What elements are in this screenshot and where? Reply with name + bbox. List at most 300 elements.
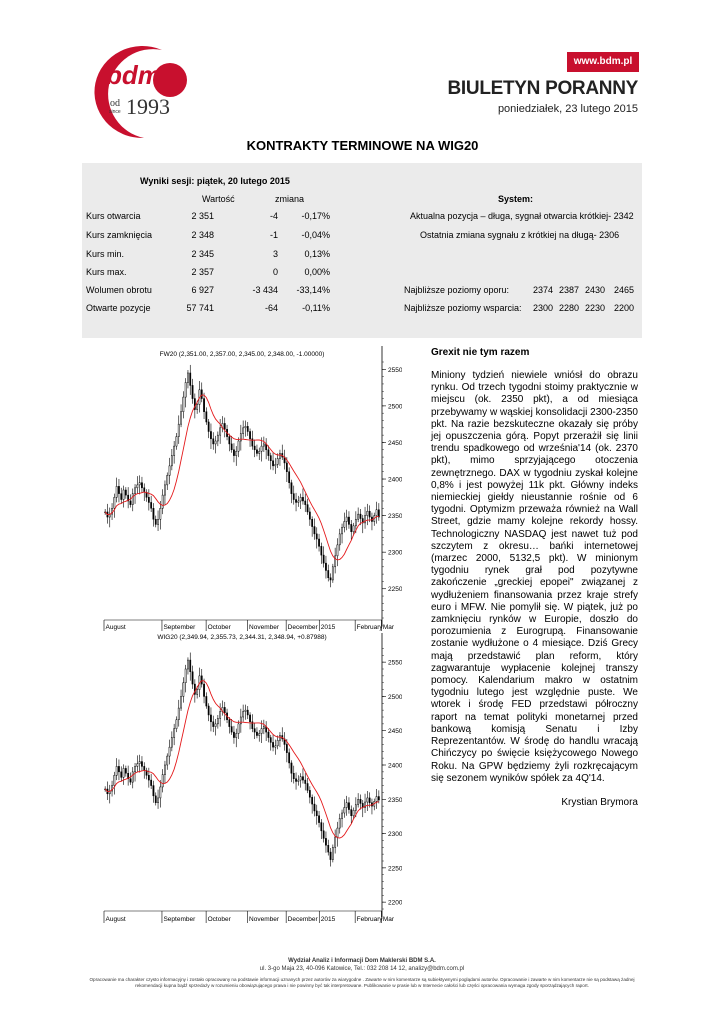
candle-body bbox=[291, 763, 292, 773]
candle-body bbox=[151, 502, 152, 508]
candle-body bbox=[118, 486, 119, 493]
candle-body bbox=[353, 526, 354, 532]
moving-average-line bbox=[105, 681, 379, 838]
candle-body bbox=[272, 461, 273, 466]
candle-body bbox=[378, 797, 379, 800]
y-tick-label: 2350 bbox=[388, 796, 402, 804]
candle-body bbox=[261, 446, 262, 451]
candle-body bbox=[339, 818, 340, 828]
candle-body bbox=[155, 796, 156, 803]
candle-body bbox=[236, 733, 237, 737]
candle-body bbox=[220, 712, 221, 719]
candle-body bbox=[307, 784, 308, 791]
candle-body bbox=[176, 720, 177, 729]
row-pct: -0,17% bbox=[301, 211, 330, 221]
x-tick-label: October bbox=[207, 916, 231, 923]
candle-body bbox=[144, 488, 145, 492]
candle-body bbox=[171, 456, 172, 466]
candle-body bbox=[268, 450, 269, 456]
y-tick-label: 2400 bbox=[388, 762, 402, 770]
candle-body bbox=[160, 787, 161, 798]
logo-arc-icon bbox=[82, 42, 192, 142]
candle-body bbox=[291, 483, 292, 494]
candle-body bbox=[325, 563, 326, 570]
candle-body bbox=[275, 746, 276, 747]
candle-body bbox=[307, 505, 308, 512]
candle-body bbox=[213, 722, 214, 727]
row-pct: 0,00% bbox=[304, 267, 330, 277]
candle-body bbox=[346, 803, 347, 808]
article-body: Miniony tydzień niewiele wniósł do obrazu rynku. Od trzech tygodni stoimy praktycznie w miejscu (ok. 2350 pkt), a od miesiąca przebywamy w wąskiej konsolidacji 2300-2350 pkt. Na razie bezskuteczne okazały się próby jej opuszczenia górą. Popyt przerażił się linii trendu spadkowego od września'14 (ok. 2370 pkt), mimo sprzyjającego otoczenia zewnętrznego. DAX w tygodniu zyskał kolejne 0,8% i jest powyżej 11k pkt. Główny indeks niemieckiej giełdy nieustannie rośnie od 6 tygodni. Optymizm przeważa również na Wall Street, gdzie mamy kolejne rekordy hossy. Technologiczny NASDAQ jest nawet tuż pod szczytem z okresu… bańki internetowej (marzec 2000, 5132,5 pkt). W minionym tygodniu rynek grał pod pozytywne zakończenie „greckiej epopei" związanej z wydłużeniem finansowania przez kraje strefy euro i MFW. Nie pomylił się. W piątek, już po zamknięciu rynków w Europie, doszło do porozumienia z Eurogrupą. Finansowanie zostanie wydłużone o 4 miesiące. Dziś Grecy mają przedstawić plan reform, który zagwarantuje wypłacenie kolejnej transzy pomocy. Kalendarium makro w ostatnim tygodniu lutego jest względnie puste. We wtorek i środę FED przedstawi półroczny raport na temat polityki monetarnej przed bankową komisją Senatu i Izby Reprezentantów. W środę do handlu wracają Chińczycy po święcie księżycowego Nowego Roku. Na GPW będziemy żyli rozkręcającym się sezonem wyników spółek za 4Q'14. bbox=[431, 370, 638, 784]
candle-body bbox=[206, 412, 207, 422]
row-pct: -33,14% bbox=[296, 285, 330, 295]
candle-body bbox=[254, 729, 255, 732]
row-label: Otwarte pozycje bbox=[86, 303, 151, 313]
candle-body bbox=[298, 501, 299, 502]
candle-body bbox=[197, 690, 198, 695]
x-tick-label: November bbox=[249, 624, 280, 631]
candle-body bbox=[180, 412, 181, 424]
candle-body bbox=[171, 738, 172, 748]
candle-body bbox=[162, 495, 163, 508]
moving-average-line bbox=[105, 395, 379, 560]
candle-body bbox=[289, 753, 290, 763]
resistance-level: 2430 bbox=[584, 285, 605, 295]
candle-body bbox=[286, 463, 287, 472]
candle-body bbox=[330, 578, 331, 580]
row-label: Kurs min. bbox=[86, 249, 125, 259]
wig20-chart-svg bbox=[82, 633, 402, 925]
resistance-level: 2465 bbox=[613, 285, 634, 295]
candle-body bbox=[240, 717, 241, 724]
resistance-level: 2374 bbox=[532, 285, 553, 295]
candle-body bbox=[236, 451, 237, 455]
candle-body bbox=[220, 428, 221, 435]
candle-body bbox=[279, 453, 280, 458]
candle-body bbox=[300, 777, 301, 780]
footer-department: Wydział Analiz i Informacji Dom Maklerski BDM S.A. bbox=[288, 958, 436, 964]
y-tick-label: 2500 bbox=[388, 403, 402, 411]
x-tick-label: December bbox=[287, 916, 318, 923]
fw20-chart bbox=[82, 346, 402, 634]
candle-body bbox=[132, 494, 133, 505]
logo-year: 1993 bbox=[126, 94, 170, 119]
candle-body bbox=[167, 756, 168, 765]
candle-body bbox=[178, 708, 179, 720]
candle-body bbox=[137, 764, 138, 767]
bdm-logo bbox=[82, 42, 192, 142]
candle-body bbox=[164, 765, 165, 775]
candle-body bbox=[153, 508, 154, 519]
x-tick-label: October bbox=[207, 624, 231, 631]
candle-body bbox=[121, 772, 122, 777]
y-tick-label: 2200 bbox=[388, 899, 402, 907]
candle-body bbox=[238, 441, 239, 451]
row-pct: -0,11% bbox=[302, 303, 330, 313]
candle-body bbox=[130, 779, 131, 782]
candle-body bbox=[314, 804, 315, 811]
candle-body bbox=[183, 397, 184, 412]
candle-body bbox=[118, 766, 119, 771]
footer-contact: ul. 3-go Maja 23, 40-096 Katowice, Tel.: 032 208 14 12, analizy@bdm.com.pl bbox=[259, 966, 465, 972]
candle-body bbox=[316, 534, 317, 539]
candle-body bbox=[321, 546, 322, 555]
candle-body bbox=[137, 485, 138, 488]
chart-caption: FW20 (2,351.00, 2,357.00, 2,345.00, 2,348.00, -1.00000) bbox=[159, 351, 325, 358]
candle-body bbox=[187, 660, 188, 669]
candle-body bbox=[192, 385, 193, 398]
candle-body bbox=[141, 762, 142, 767]
support-level: 2200 bbox=[613, 303, 634, 313]
candle-body bbox=[176, 437, 177, 447]
candle-body bbox=[180, 696, 181, 708]
candle-body bbox=[302, 777, 303, 780]
candle-body bbox=[314, 527, 315, 534]
support-level: 2280 bbox=[558, 303, 579, 313]
candle-body bbox=[148, 775, 149, 780]
y-tick-label: 2400 bbox=[388, 476, 402, 484]
y-tick-label: 2350 bbox=[388, 513, 402, 521]
candle-body bbox=[289, 472, 290, 483]
candle-body bbox=[162, 775, 163, 787]
resistance-level: 2387 bbox=[558, 285, 579, 295]
candle-body bbox=[330, 852, 331, 860]
row-change: -64 bbox=[264, 303, 278, 313]
candle-body bbox=[300, 497, 301, 501]
candle-body bbox=[203, 399, 204, 412]
candle-body bbox=[148, 497, 149, 502]
system-position: Aktualna pozycja – długa, sygnał otwarcia krótkiej- 2342 bbox=[410, 211, 634, 221]
chart-caption: WIG20 (2,349.94, 2,355.73, 2,344.31, 2,348.94, +0.87988) bbox=[157, 634, 327, 641]
candle-body bbox=[293, 494, 294, 500]
candle-body bbox=[355, 805, 356, 810]
candle-body bbox=[270, 738, 271, 743]
candle-body bbox=[358, 514, 359, 519]
candle-body bbox=[141, 483, 142, 488]
candle-body bbox=[312, 519, 313, 526]
candle-body bbox=[233, 732, 234, 737]
candle-body bbox=[323, 555, 324, 563]
row-pct: -0,04% bbox=[301, 230, 330, 240]
candle-body bbox=[125, 768, 126, 773]
website-link[interactable]: www.bdm.pl bbox=[567, 52, 639, 72]
y-tick-label: 2250 bbox=[388, 865, 402, 873]
candle-body bbox=[351, 810, 352, 816]
candle-body bbox=[123, 490, 124, 500]
candle-body bbox=[263, 444, 264, 446]
article-title: Grexit nie tym razem bbox=[431, 347, 530, 358]
candle-body bbox=[190, 660, 191, 672]
candle-body bbox=[259, 733, 260, 735]
logo-since: since bbox=[109, 109, 121, 115]
row-label: Wolumen obrotu bbox=[86, 285, 152, 295]
row-value: 2 357 bbox=[191, 267, 214, 277]
candle-body bbox=[249, 715, 250, 722]
candle-body bbox=[229, 720, 230, 727]
candle-body bbox=[210, 431, 211, 438]
candle-body bbox=[134, 766, 135, 771]
y-tick-label: 2300 bbox=[388, 549, 402, 557]
candle-body bbox=[263, 727, 264, 729]
candle-body bbox=[270, 456, 271, 461]
candle-body bbox=[318, 539, 319, 546]
section-title: KONTRAKTY TERMINOWE NA WIG20 bbox=[246, 138, 479, 153]
candle-body bbox=[247, 710, 248, 715]
candle-body bbox=[192, 672, 193, 684]
candle-body bbox=[116, 766, 117, 775]
candle-body bbox=[305, 780, 306, 783]
support-level: 2230 bbox=[584, 303, 605, 313]
candle-body bbox=[321, 823, 322, 831]
candle-body bbox=[123, 768, 124, 777]
candle-body bbox=[305, 501, 306, 505]
x-tick-label: Mar bbox=[382, 916, 395, 923]
candle-body bbox=[134, 488, 135, 494]
candle-body bbox=[240, 434, 241, 441]
candle-body bbox=[367, 798, 368, 802]
candle-body bbox=[298, 780, 299, 781]
y-tick-label: 2500 bbox=[388, 693, 402, 701]
candle-body bbox=[302, 497, 303, 501]
candle-body bbox=[277, 740, 278, 745]
candle-body bbox=[309, 512, 310, 519]
candle-body bbox=[201, 390, 202, 399]
candle-body bbox=[312, 797, 313, 804]
candle-body bbox=[187, 373, 188, 383]
col-change-header: zmiana bbox=[275, 194, 305, 204]
candle-body bbox=[217, 718, 218, 723]
candle-body bbox=[367, 511, 368, 515]
candle-body bbox=[376, 797, 377, 802]
row-change: 0 bbox=[272, 267, 278, 277]
candle-body bbox=[210, 715, 211, 722]
candle-body bbox=[190, 373, 191, 385]
candle-body bbox=[229, 437, 230, 444]
candle-body bbox=[185, 382, 186, 397]
row-value: 57 741 bbox=[186, 303, 214, 313]
candle-body bbox=[215, 724, 216, 727]
session-title: Wyniki sesji: piątek, 20 lutego 2015 bbox=[140, 176, 290, 186]
candle-body bbox=[259, 451, 260, 453]
candle-body bbox=[348, 517, 349, 524]
y-tick-label: 2450 bbox=[388, 728, 402, 736]
candle-body bbox=[167, 475, 168, 485]
candle-body bbox=[279, 736, 280, 741]
candle-body bbox=[203, 684, 204, 696]
candle-body bbox=[323, 831, 324, 839]
resistance-label: Najbliższe poziomy oporu: bbox=[404, 285, 510, 295]
candle-body bbox=[139, 762, 140, 764]
footer-disclaimer: Opracowanie ma charakter czysto informacyjny i zostało opracowany na podstawie informacji uznanych przez autorów za wiarygodne . Zawarte w nim komentarze są subiektywnymi poglądami autorów. Opracowanie i zawarte w nim komentarze nie są podstawą żadnej rekomendacji kupna bądź sprzedaży w rozumieniu obowiązującego prawa i nie powinny być tak interpretowane. Publikowanie w prasie lub w Internecie całości lub części opracowania wymaga zgody sporządzających raport. bbox=[89, 977, 635, 988]
candle-body bbox=[254, 446, 255, 450]
candle-body bbox=[318, 816, 319, 823]
row-change: -3 434 bbox=[252, 285, 278, 295]
col-value-header: Wartość bbox=[202, 194, 235, 204]
row-value: 2 345 bbox=[191, 249, 214, 259]
candle-body bbox=[268, 732, 269, 737]
row-label: Kurs zamknięcia bbox=[86, 230, 153, 240]
x-tick-label: February bbox=[356, 624, 383, 631]
y-tick-label: 2550 bbox=[388, 659, 402, 667]
y-tick-label: 2450 bbox=[388, 439, 402, 447]
candle-body bbox=[286, 744, 287, 752]
y-tick-label: 2550 bbox=[388, 366, 402, 374]
candle-body bbox=[245, 710, 246, 711]
candle-body bbox=[351, 524, 352, 531]
candle-body bbox=[272, 742, 273, 747]
logo-od: od bbox=[110, 98, 120, 109]
y-tick-label: 2250 bbox=[388, 586, 402, 594]
x-tick-label: August bbox=[105, 624, 126, 631]
candle-body bbox=[139, 483, 140, 485]
y-tick-label: 2300 bbox=[388, 831, 402, 839]
candle-body bbox=[335, 556, 336, 567]
x-tick-label: August bbox=[105, 916, 126, 923]
row-change: -4 bbox=[269, 211, 278, 221]
candle-body bbox=[183, 683, 184, 697]
candle-body bbox=[358, 799, 359, 804]
candle-body bbox=[348, 803, 349, 810]
row-value: 6 927 bbox=[191, 285, 214, 295]
candle-body bbox=[316, 811, 317, 816]
system-title: System: bbox=[498, 194, 534, 204]
candle-body bbox=[328, 845, 329, 852]
system-last-change: Ostatnia zmiana sygnału z krótkiej na długą- 2306 bbox=[420, 230, 620, 240]
candle-body bbox=[157, 519, 158, 524]
support-label: Najbliższe poziomy wsparcia: bbox=[404, 303, 522, 313]
candle-body bbox=[157, 798, 158, 803]
candle-body bbox=[178, 424, 179, 436]
candle-body bbox=[332, 567, 333, 580]
candle-body bbox=[261, 729, 262, 734]
candle-body bbox=[247, 426, 248, 431]
candle-body bbox=[328, 570, 329, 577]
candle-body bbox=[224, 423, 225, 429]
candle-body bbox=[114, 497, 115, 508]
article-author: Krystian Brymora bbox=[561, 796, 638, 808]
candle-body bbox=[160, 508, 161, 519]
candle-body bbox=[256, 732, 257, 735]
footer bbox=[82, 958, 642, 989]
row-value: 2 348 bbox=[191, 230, 214, 240]
candle-body bbox=[132, 772, 133, 782]
row-change: -1 bbox=[269, 230, 278, 240]
candle-body bbox=[130, 501, 131, 505]
bulletin-title: BIULETYN PORANNY bbox=[447, 78, 638, 99]
candle-body bbox=[243, 712, 244, 717]
candle-body bbox=[208, 706, 209, 715]
candle-body bbox=[245, 426, 246, 427]
candle-body bbox=[309, 790, 310, 797]
session-panel bbox=[82, 163, 642, 338]
candle-body bbox=[231, 727, 232, 732]
candle-body bbox=[369, 511, 370, 517]
candle-body bbox=[215, 441, 216, 444]
candle-body bbox=[174, 729, 175, 738]
candle-body bbox=[153, 786, 154, 796]
row-label: Kurs max. bbox=[86, 267, 127, 277]
candle-body bbox=[295, 500, 296, 503]
fw20-chart-svg bbox=[82, 346, 402, 634]
candle-body bbox=[233, 450, 234, 456]
candle-body bbox=[341, 527, 342, 534]
x-tick-label: Mar bbox=[382, 624, 395, 631]
candle-body bbox=[238, 724, 239, 734]
candle-body bbox=[360, 514, 361, 518]
candle-body bbox=[325, 838, 326, 845]
x-tick-label: February bbox=[356, 916, 383, 923]
candle-body bbox=[121, 494, 122, 500]
x-tick-label: 2015 bbox=[320, 916, 336, 923]
row-pct: 0,13% bbox=[304, 249, 330, 259]
x-tick-label: December bbox=[287, 624, 318, 631]
candle-body bbox=[339, 534, 340, 545]
candle-body bbox=[213, 439, 214, 444]
candle-body bbox=[353, 810, 354, 815]
candle-body bbox=[295, 779, 296, 782]
article bbox=[431, 347, 638, 808]
candle-body bbox=[116, 486, 117, 497]
candle-body bbox=[332, 847, 333, 859]
candle-body bbox=[164, 485, 165, 495]
candle-body bbox=[217, 435, 218, 441]
row-value: 2 351 bbox=[191, 211, 214, 221]
candle-body bbox=[256, 450, 257, 454]
candle-body bbox=[376, 510, 377, 516]
candle-body bbox=[201, 676, 202, 684]
row-label: Kurs otwarcia bbox=[86, 211, 141, 221]
candle-body bbox=[335, 837, 336, 847]
candle-body bbox=[337, 828, 338, 837]
candle-body bbox=[346, 517, 347, 521]
candle-body bbox=[197, 404, 198, 409]
row-change: 3 bbox=[272, 249, 278, 259]
x-tick-label: 2015 bbox=[320, 624, 336, 631]
candle-body bbox=[169, 466, 170, 476]
candle-body bbox=[275, 464, 276, 465]
candle-body bbox=[369, 798, 370, 803]
x-tick-label: September bbox=[163, 624, 196, 631]
candle-body bbox=[360, 799, 361, 803]
candle-body bbox=[293, 773, 294, 778]
candle-body bbox=[169, 747, 170, 756]
candle-body bbox=[114, 775, 115, 785]
candle-body bbox=[344, 808, 345, 813]
candle-body bbox=[243, 428, 244, 434]
candle-body bbox=[208, 422, 209, 432]
candle-body bbox=[155, 519, 156, 524]
candle-body bbox=[125, 490, 126, 495]
logo-text: bdm bbox=[106, 60, 161, 90]
candle-body bbox=[337, 545, 338, 556]
candle-body bbox=[174, 446, 175, 456]
candle-body bbox=[277, 459, 278, 465]
support-level: 2300 bbox=[532, 303, 553, 313]
candle-body bbox=[185, 669, 186, 683]
candle-body bbox=[206, 696, 207, 706]
wig20-chart bbox=[82, 633, 402, 925]
candle-body bbox=[224, 707, 225, 712]
candle-body bbox=[341, 813, 342, 818]
candle-body bbox=[355, 519, 356, 526]
candle-body bbox=[151, 780, 152, 785]
x-tick-label: November bbox=[249, 916, 280, 923]
candle-body bbox=[231, 444, 232, 450]
candle-body bbox=[249, 431, 250, 438]
bulletin-date: poniedziałek, 23 lutego 2015 bbox=[497, 103, 638, 115]
candle-body bbox=[344, 521, 345, 527]
x-tick-label: September bbox=[163, 916, 196, 923]
